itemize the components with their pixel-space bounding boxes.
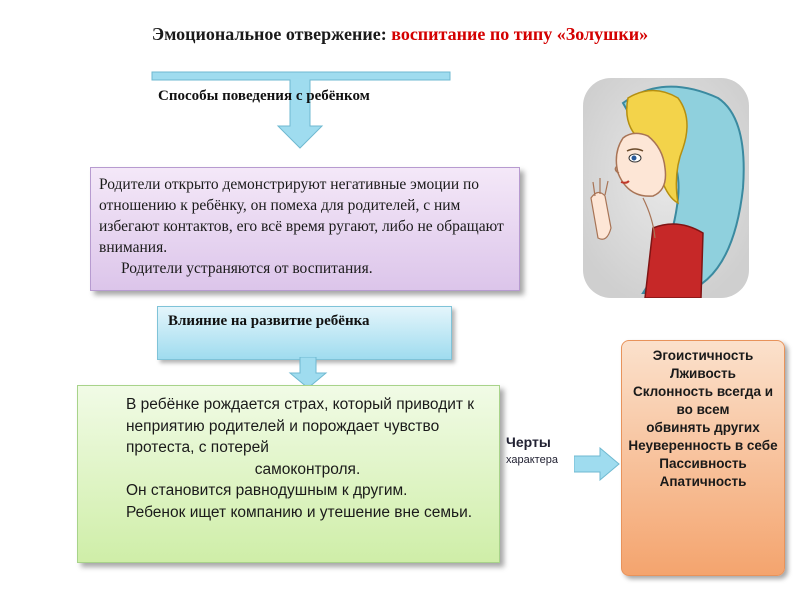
- title-prefix: Эмоциональное отвержение:: [151, 24, 392, 44]
- child-text-line4: Ребенок ищет компанию и утешение вне семьи.: [126, 503, 473, 521]
- parents-text: Родители открыто демонстрируют негативные эмоции по отношению к ребёнку, он помеха для родителей, с ним избегают контактов, его всё время ругают, либо не обращают внимания.: [99, 176, 504, 256]
- influence-label: Влияние на развитие ребёнка: [168, 313, 370, 329]
- trait-item: во всем: [676, 402, 730, 417]
- right-arrow-icon: [574, 447, 620, 481]
- callout-tee-arrow: [150, 70, 462, 150]
- trait-item: Эгоистичность: [652, 348, 754, 363]
- influence-box: [157, 306, 452, 360]
- trait-item: Лживость: [670, 366, 736, 381]
- cinderella-girl-illustration: [583, 78, 749, 298]
- parents-withdraw-text: Родители устраняются от воспитания.: [121, 260, 373, 277]
- trait-item: Пассивность: [659, 456, 747, 471]
- child-development-box: [77, 385, 500, 563]
- callout-label: Способы поведения с ребёнком: [158, 88, 370, 104]
- traits-label: [506, 434, 576, 467]
- trait-item: обвинять других: [646, 420, 760, 435]
- title-highlight: воспитание по типу «Золушки»: [391, 24, 649, 44]
- slide-title: [0, 24, 800, 45]
- parents-behavior-box: [90, 167, 520, 291]
- traits-box: [621, 340, 785, 576]
- child-text-line1: В ребёнке рождается страх, который приводит к неприятию родителей и порождает чувство протеста, с потерей: [126, 396, 475, 456]
- traits-label-big: Черты: [506, 434, 551, 450]
- traits-label-small: характера: [506, 454, 558, 466]
- trait-item: Склонность всегда и: [632, 384, 774, 399]
- child-text-line3: Он становится равнодушным к другим.: [126, 482, 408, 499]
- child-text-line2: самоконтроля.: [254, 460, 361, 478]
- trait-item: Неуверенность в себе: [628, 438, 778, 453]
- trait-item: Апатичность: [659, 474, 747, 489]
